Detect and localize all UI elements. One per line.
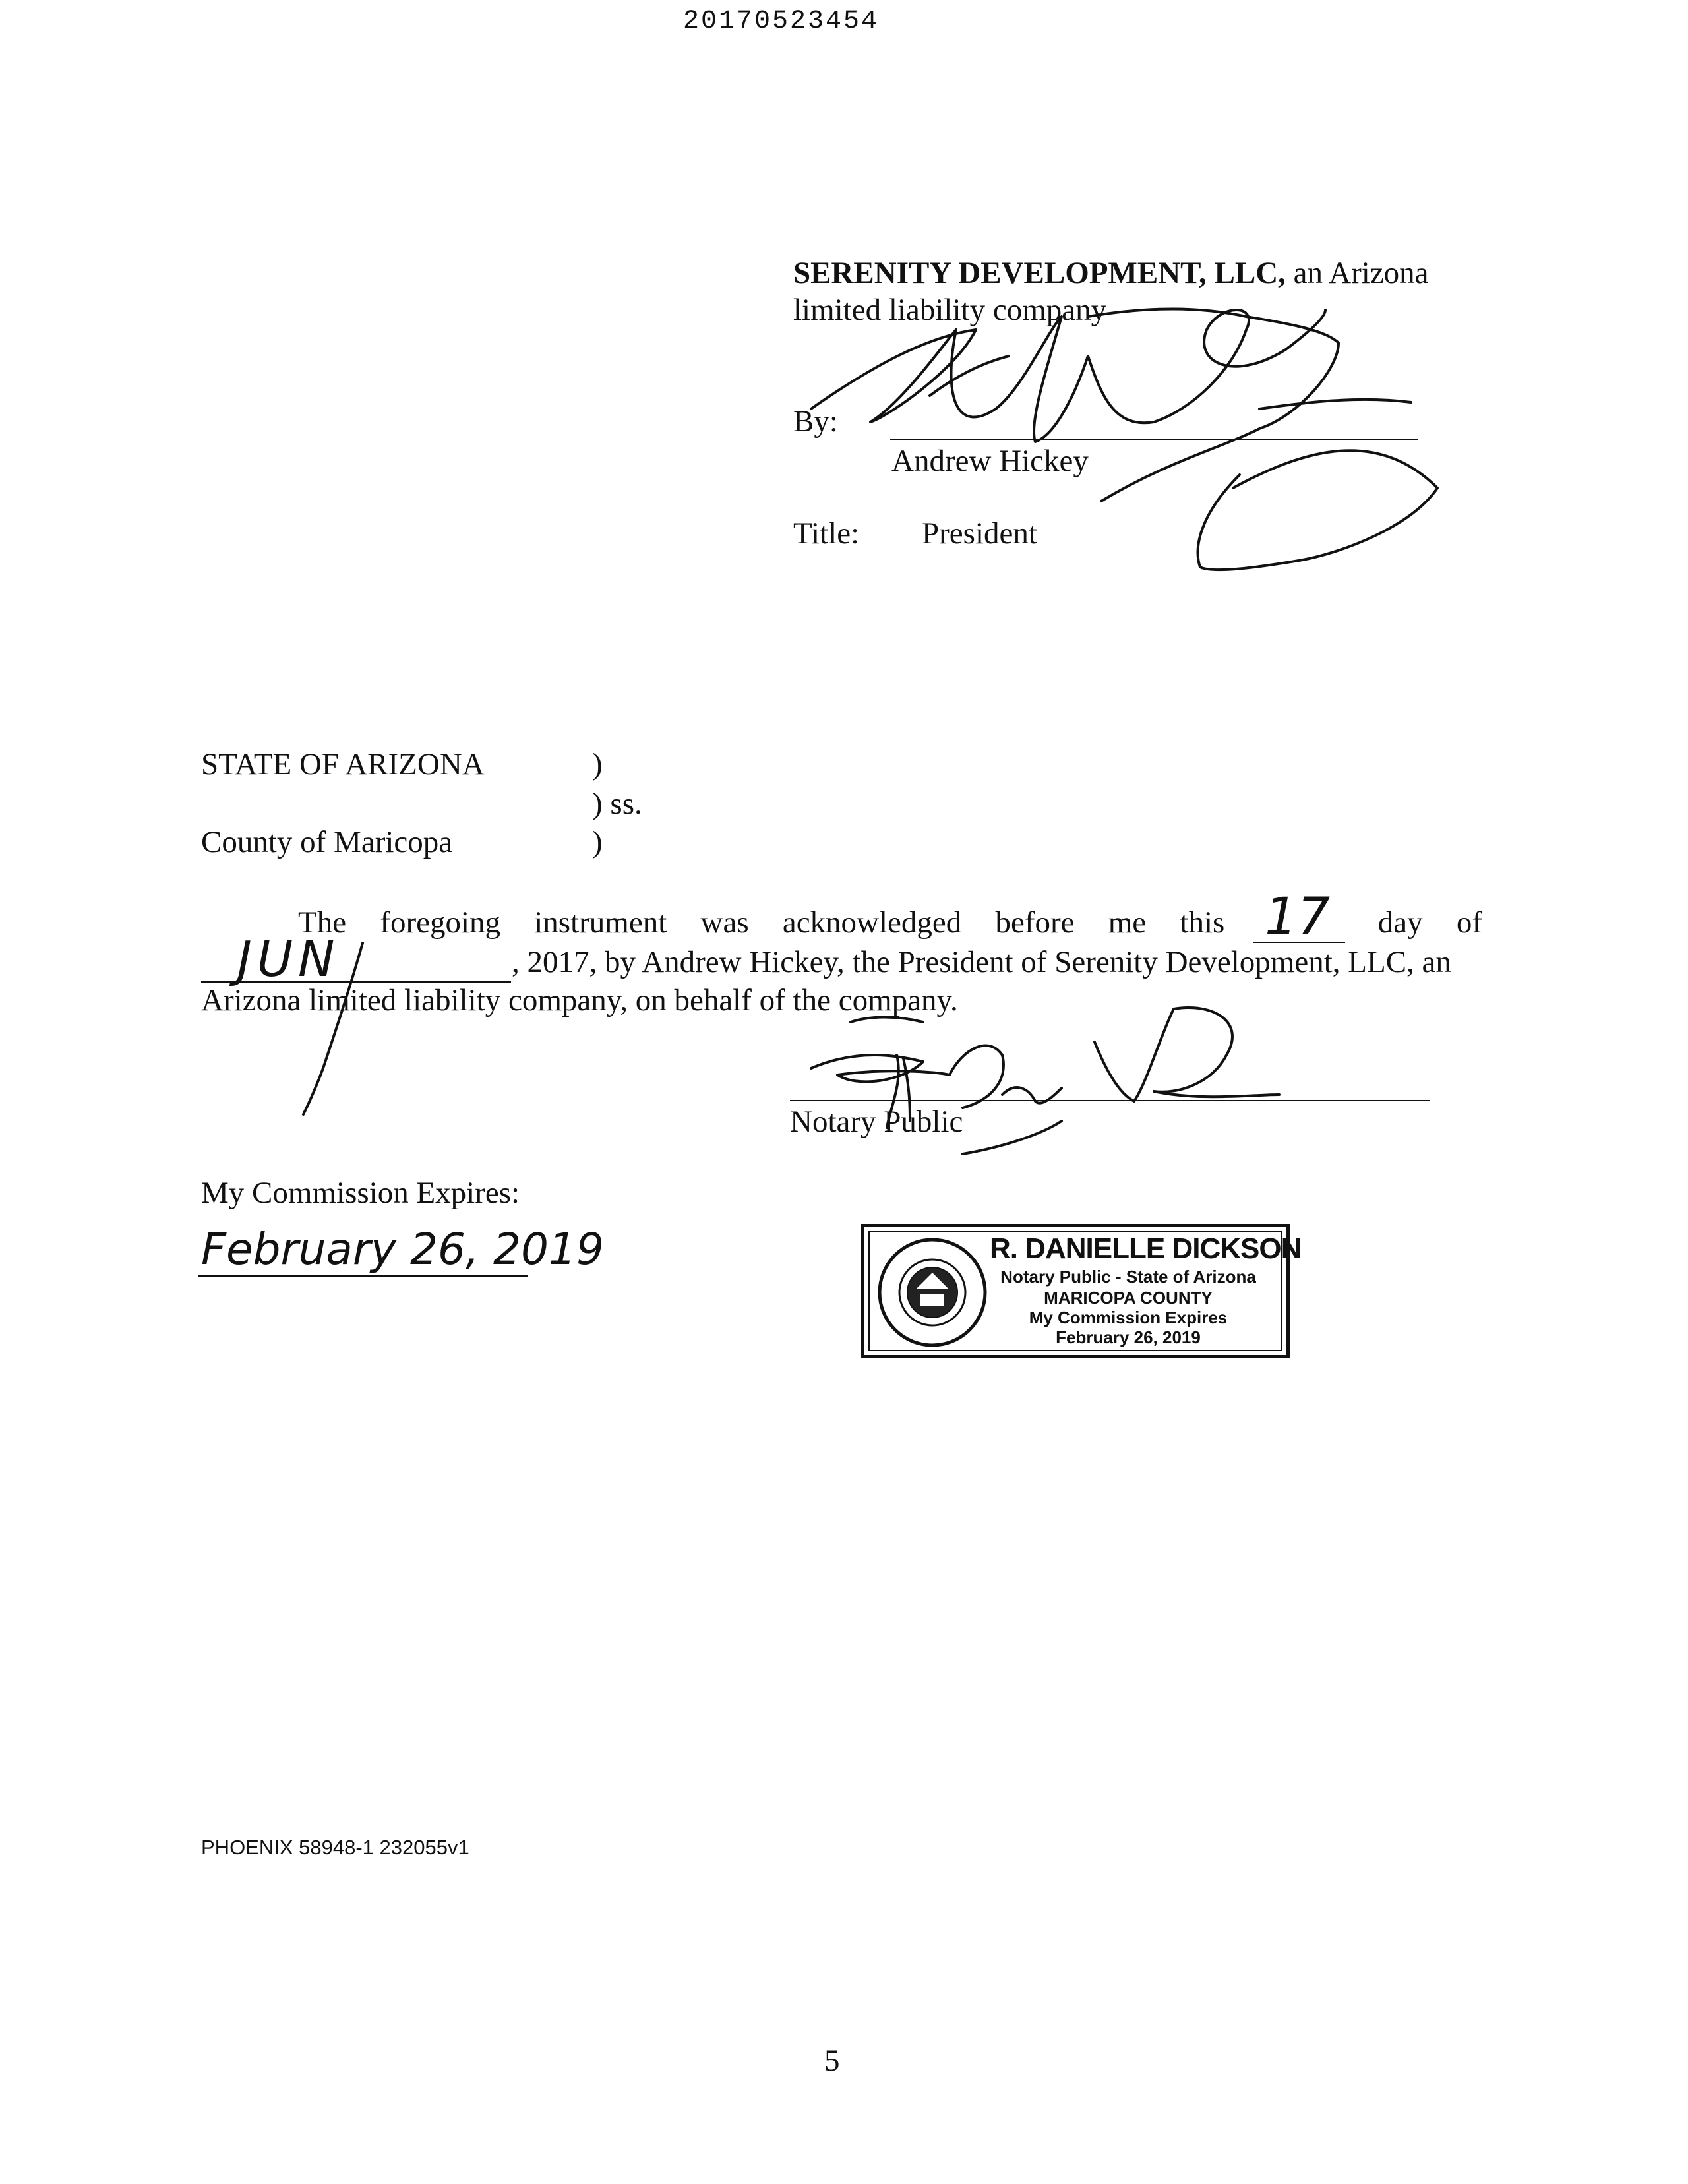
stamp-line-3: My Commission Expires xyxy=(1029,1308,1228,1327)
commission-line xyxy=(198,1275,528,1277)
state-seal-icon xyxy=(876,1236,988,1349)
stamp-name: R. DANIELLE DICKSON xyxy=(990,1232,1302,1265)
ack-word: instrument xyxy=(534,905,667,940)
ack-word: day xyxy=(1377,905,1423,940)
ack-word: me xyxy=(1108,905,1147,940)
venue-paren-1: ) xyxy=(592,747,603,781)
ack-word: was xyxy=(700,905,749,940)
venue-state: STATE OF ARIZONA xyxy=(201,747,485,781)
page-number: 5 xyxy=(824,2044,840,2078)
handwritten-day: 17 xyxy=(1265,888,1331,947)
ack-line-2: , 2017, by Andrew Hickey, the President of Serenity Development, LLC, an xyxy=(512,945,1451,979)
company-descriptor: an Arizona xyxy=(1293,256,1429,290)
ack-word: of xyxy=(1456,905,1482,940)
notary-signature-line xyxy=(790,1100,1430,1101)
notary-stamp xyxy=(861,1224,1302,1358)
footer-doc-ref: PHOENIX 58948-1 232055v1 xyxy=(201,1836,469,1859)
title-label: Title: xyxy=(793,516,860,551)
document-number: 20170523454 xyxy=(683,7,880,36)
ack-word: this xyxy=(1180,905,1225,940)
ack-word: before xyxy=(995,905,1075,940)
company-descriptor-line2: limited liability company xyxy=(793,293,1107,327)
notary-signature xyxy=(752,996,1319,1174)
hickey-signature xyxy=(758,290,1484,620)
notary-label: Notary Public xyxy=(790,1105,963,1139)
ack-word: acknowledged xyxy=(782,905,962,940)
venue-county: County of Maricopa xyxy=(201,825,453,859)
signer-name: Andrew Hickey xyxy=(891,444,1089,478)
stamp-line-4: February 26, 2019 xyxy=(1056,1327,1201,1347)
company-name: SERENITY DEVELOPMENT, LLC, xyxy=(793,256,1286,290)
ack-word: foregoing xyxy=(380,905,501,940)
stamp-line-1: Notary Public - State of Arizona xyxy=(1000,1267,1256,1287)
title-value: President xyxy=(922,516,1037,551)
handwritten-month: JUN xyxy=(237,931,340,988)
stamp-line-2: MARICOPA COUNTY xyxy=(1044,1288,1213,1308)
ack-word: The xyxy=(298,905,347,940)
commission-label: My Commission Expires: xyxy=(201,1176,520,1210)
company-line xyxy=(793,255,1429,291)
venue-paren-3: ) xyxy=(592,825,603,859)
month-flourish xyxy=(284,936,376,1121)
ack-line-3: Arizona limited liability company, on behalf of the company. xyxy=(201,983,958,1017)
by-label: By: xyxy=(793,404,838,439)
venue-ss: ) ss. xyxy=(592,787,642,821)
commission-date-handwritten: February 26, 2019 xyxy=(201,1224,604,1275)
